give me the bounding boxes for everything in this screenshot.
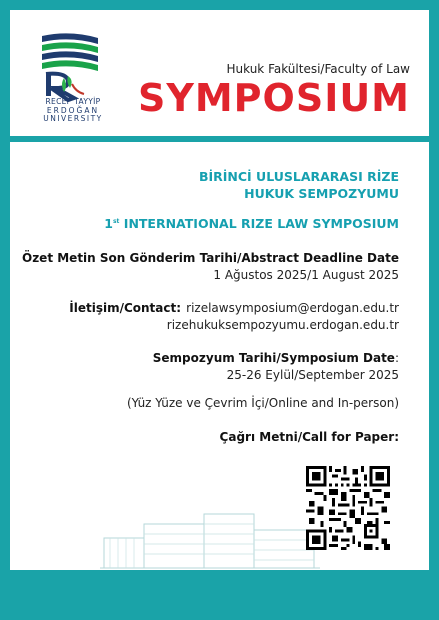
poster-header [10, 10, 429, 136]
header-divider [10, 136, 429, 142]
abstract-deadline-label: Özet Metin Son Gönderim Tarihi/Abstract Deadline Date [22, 251, 399, 265]
university-name-line: UNIVERSITY [43, 114, 103, 123]
event-title-text: INTERNATIONAL RIZE LAW SYMPOSIUM [123, 216, 399, 231]
university-name-line: RECEP TAYYİP [45, 97, 101, 106]
heading-turkish [199, 168, 399, 202]
event-ordinal-suffix: st [112, 217, 120, 225]
heading-turkish-line: HUKUK SEMPOZYUMU [244, 186, 399, 201]
abstract-deadline [22, 250, 399, 284]
contact-website[interactable]: rizehukuksempozyumu.erdogan.edu.tr [166, 318, 399, 332]
abstract-deadline-value: 1 Ağustos 2025/1 August 2025 [213, 268, 399, 282]
symposium-date-label: Sempozyum Tarihi/Symposium Date [152, 351, 395, 365]
faculty-line: Hukuk Fakültesi/Faculty of Law [226, 62, 410, 76]
contact-label: İletişim/Contact: [69, 301, 182, 315]
event-ordinal: 1 [104, 216, 113, 231]
university-logo-icon [38, 32, 102, 102]
university-name-line: ERDOĞAN [46, 105, 100, 115]
contact-block [69, 298, 399, 334]
footer-band [10, 570, 429, 610]
poster [10, 10, 429, 610]
format-note: (Yüz Yüze ve Çevrim İçi/Online and In-person) [126, 396, 399, 410]
poster-title: SYMPOSIUM [137, 76, 410, 120]
university-name [38, 98, 108, 124]
heading-turkish-line: BİRİNCİ ULUSLARARASI RİZE [198, 169, 399, 184]
symposium-date-colon: : [394, 351, 399, 365]
event-title [104, 216, 399, 231]
symposium-date-value: 25-26 Eylül/September 2025 [226, 368, 399, 382]
call-for-paper-label: Çağrı Metni/Call for Paper: [219, 430, 399, 444]
campus-building-illustration [100, 508, 320, 570]
symposium-date [153, 348, 399, 384]
qr-code[interactable] [306, 466, 390, 550]
contact-email[interactable]: rizelawsymposium@erdogan.edu.tr [186, 301, 399, 315]
